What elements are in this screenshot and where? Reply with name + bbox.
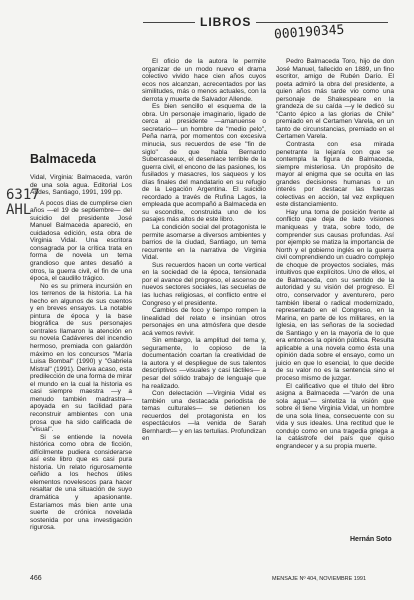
paragraph: El oficio de la autora le permite organizar de un modo nuevo el drama colectivo vivido hace cien años cuyos ecos nos alcanzan, acrecentados por las similitudes, más o menos actuales, con la derrota y muerte de Salvador Allende. — [142, 58, 266, 103]
paragraph: El calificativo que el título del libro asigna a Balmaceda —"varón de una sola agua"— sintetiza la visión que sobre él tiene Virginia Vidal, un hombre de una sola línea, consecuente con su vida y sus ideales. Una rectitud que le condujo como en una tragedia griega a la catástrofe del país que quiso engrandecer y a su propia muerte. — [276, 382, 394, 450]
book-reference: Vidal, Virginia: Balmaceda, varón de una sola agua. Editorial Los Andes, Santiago, 1991, 199 pp. — [30, 174, 132, 197]
review-heading: Balmaceda — [30, 152, 97, 166]
paragraph: Si se entiende la novela histórica como obra de ficción, difícilmente pudiera considerarse así este libro que es casi pura historia. Un relato rigurosamente ceñido a los hechos útiles elementos novelescos para hacer resaltar de una situación de suyo dramática y apasionante. Estaríamos más bien ante una suerte de crónica novelada sostenida por una investigación rigurosa. — [30, 433, 132, 532]
paragraph: Hay una toma de posición frente al conflicto que deja de lado visiones maniqueas y trata, sobre todo, de comprender sus causas profundas. Así por ejemplo se matiza la importancia de North y el gobierno inglés en la guerra civil comprendiendo un cuadro complejo de choque de proyectos sociales, más intuitivos que explícitos. Uno de ellos, el de Balmaceda, con su sentido de la autoridad y su visión del progreso. El otro, conservador y aventurero, pero también liberal o radical modernizado, representado en el Congreso, en la Marina, en parte de los militares, en la Iglesia, en las señoras de la sociedad de Santiago y en la mayoría de lo que era entonces la opinión pública. Resulta aplicable a una novela como ésta una opinión dada sobre el ensayo, como un juicio en que lo esencial, lo que decide de su valor no es la sentencia sino el proceso mismo de juzgar. — [276, 208, 394, 382]
handwritten-number: 000190345 — [273, 22, 345, 43]
column-1 — [30, 174, 132, 532]
paragraph: Con delectación —Virginia Vidal es también una destacada periodista de temas culturales— se detienen los recuerdos del protagonista en los espectáculos —la venida de Sarah Bernhardt— y en las tertulias. Profundizan en — [142, 390, 266, 443]
paragraph: Sus recuerdos hacen un corte vertical en la sociedad de la época, tensionada por el avance del progreso, el ascenso de nuevos sectores sociales, las secuelas de las luchas religiosas, el conflicto entre el Congreso y el presidente. — [142, 261, 266, 307]
paragraph: Contrasta con esa mirada penetrante la lejanía con que se contempla la figura de Balmaceda, siempre misteriosa. Un propósito de mayor al enigma que se oculta en las grandes decisiones humanas o un interés por destacar las fuerzas colectivas en acción, tal vez expliquen este distanciamiento. — [276, 141, 394, 209]
section-title: LIBROS — [195, 15, 256, 29]
publication-footer: MENSAJE Nº 404, NOVIEMBRE 1991 — [272, 576, 367, 582]
paragraph: Sin embargo, la amplitud del tema y, seguramente, lo copioso de la documentación coartan la creatividad de la autora y el despliegue de sus talentos descriptivos —visuales y casi táctiles— a pesar del sólido trabajo de lenguaje que ha realizado. — [142, 337, 266, 390]
column-2 — [142, 58, 266, 443]
paragraph: No es su primera incursión en los terrenos de la historia. La ha hecho en algunos de sus cuentos y en breves ensayos. La notable pintura de época y la base biográfica de sus personajes centrales llamaron la atención en su novela Cadáveres del incendio hermoso, premiada con galardón máximo en los concursos "María Luisa Bombal" (1990) y "Gabriela Mistral" (1991). Deriva acaso, esta predilección de una forma de mirar el mundo en la cual la historia es casi siempre maestra —y a menudo también madrastra— apoyada en su facilidad para reconstruir ambientes con una prosa que ha sido calificada de "visual". — [30, 282, 132, 434]
margin-note: 6317 AHL — [6, 187, 40, 218]
paragraph: Pedro Balmaceda Toro, hijo de don José Manuel, fallecido en 1889, un fino escritor, amigo de Rubén Darío. El poeta admiró la obra del presidente, a quien años más tarde vio como una personaje de Shakespeare en la grandeza de su caída —y le dedicó su "Canto épico a las glorias de Chile" premiado en el Certamen Varela, en un tanto de circunstancias, premiado en el Certamen Varela. — [276, 58, 394, 141]
paragraph: A pocos días de cumplirse cien años —el 19 de septiembre— del suicidio del presidente José Manuel Balmaceda apareció, en cuidadosa edición, esta obra de Virginia Vidal. Una escritora consagrada por la crítica trata en forma de novela un tema grandioso que antes desafió a otros, la guerra civil, el fin de una época, el caudillo trágico. — [30, 199, 132, 283]
header-rule — [143, 22, 388, 23]
page-number: 466 — [30, 575, 42, 582]
paragraph: Cambios de foco y tiempo rompen la linealidad del relato e insinúan otros personajes en una atmósfera que desde acá vemos revivir. — [142, 307, 266, 337]
review-author: Hernán Soto — [350, 536, 392, 543]
column-3 — [276, 58, 394, 450]
paragraph: Es bien sencillo el esquema de la obra. Un personaje imaginario, ligado de cerca al presidente —amanuense o secretario— un hombre de "medio pelo", Peña narra, por momentos con excesiva minucia, sus recuerdos de ese "fin de siglo" de que habla Bernardo Subercaseaux, el desenlace terrible de la guerra civil, el encono de las pasiones, los fusilados y masacres, los saqueos y los días finales del mandatario en su refugio de la Legación Argentina. El suicidio recordado a través de Rufina Lagos, la empleada que acompañó a Balmaceda en su escondite, construida uno de los pasajes más altos de este libro. — [142, 103, 266, 224]
paragraph: La condición social del protagonista le permite asomarse a diversos ambientes y barrios de la ciudad, Santiago, un tema recurrente en la narrativa de Virginia Vidal. — [142, 224, 266, 262]
section-header — [143, 15, 388, 29]
